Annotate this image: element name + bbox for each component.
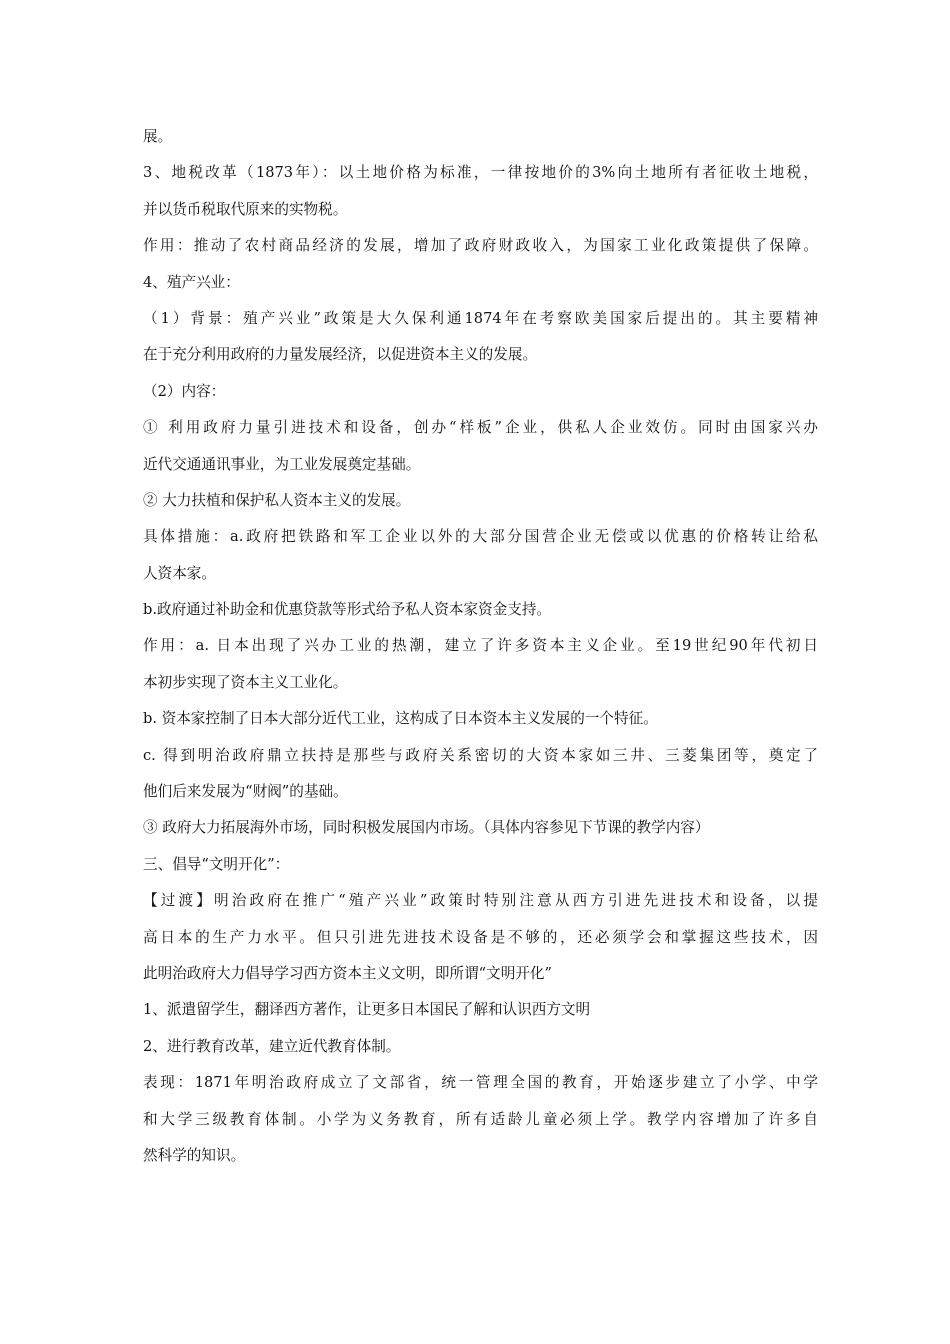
text-line: ② 大力扶植和保护私人资本主义的发展。 <box>143 491 411 509</box>
text-line: 1、派遣留学生，翻译西方著作，让更多日本国民了解和认识西方文明 <box>143 1001 591 1019</box>
text-line: （2）内容： <box>143 382 226 400</box>
text-line: 高日本的生产力水平。但只引进先进技术设备是不够的，还必须学会和掌握这些技术，因 <box>143 928 818 946</box>
document-body <box>143 119 818 1174</box>
text-line: 作用：推动了农村商品经济的发展，增加了政府财政收入，为国家工业化政策提供了保障。 <box>143 237 818 255</box>
text-line: 展。 <box>143 128 173 145</box>
text-line: ① 利用政府力量引进技术和设备，创办“样板”企业，供私人企业效仿。同时由国家兴办 <box>143 419 818 437</box>
text-line: 具体措施：a.政府把铁路和军工企业以外的大部分国营企业无偿或以优惠的价格转让给私 <box>143 528 818 546</box>
text-line: 4、殖产兴业： <box>143 273 240 291</box>
text-line: 和大学三级教育体制。小学为义务教育，所有适龄儿童必须上学。教学内容增加了许多自 <box>143 1110 818 1128</box>
text-line: 他们后来发展为“财阀”的基础。 <box>143 783 348 801</box>
text-line: 【过渡】明治政府在推广“殖产兴业”政策时特别注意从西方引进先进技术和设备，以提 <box>143 892 818 910</box>
text-line: 表现：1871年明治政府成立了文部省，统一管理全国的教育，开始逐步建立了小学、中学 <box>143 1074 818 1092</box>
text-line: 此明治政府大力倡导学习西方资本主义文明，即所谓“文明开化” <box>143 964 552 982</box>
text-line: （1）背景：殖产兴业”政策是大久保利通1874年在考察欧美国家后提出的。其主要精神 <box>143 309 818 327</box>
text-line: 然科学的知识。 <box>143 1146 246 1164</box>
text-line: ③ 政府大力拓展海外市场，同时积极发展国内市场。（具体内容参见下节课的教学内容） <box>143 819 710 837</box>
text-line: 本初步实现了资本主义工业化。 <box>143 673 348 691</box>
text-line: b.政府通过补助金和优惠贷款等形式给予私人资本家资金支持。 <box>143 601 552 619</box>
text-line: 近代交通通讯事业，为工业发展奠定基础。 <box>143 455 421 473</box>
text-line: b. 资本家控制了日本大部分近代工业，这构成了日本资本主义发展的一个特征。 <box>143 710 658 728</box>
text-line: 人资本家。 <box>143 564 216 582</box>
text-line: 3、地税改革（1873年）：以土地价格为标准，一律按地价的3%向土地所有者征收土地税， <box>143 164 818 182</box>
text-line: 作用：a. 日本出现了兴办工业的热潮，建立了许多资本主义企业。至19世纪90年代初日 <box>143 637 818 655</box>
text-line: c. 得到明治政府鼎立扶持是那些与政府关系密切的大资本家如三井、三菱集团等，奠定了 <box>143 746 818 764</box>
text-line: 并以货币税取代原来的实物税。 <box>143 200 348 218</box>
text-line: 在于充分利用政府的力量发展经济，以促进资本主义的发展。 <box>143 346 538 364</box>
text-line: 2、进行教育改革，建立近代教育体制。 <box>143 1037 401 1055</box>
text-line: 三、倡导“文明开化”： <box>143 855 290 873</box>
